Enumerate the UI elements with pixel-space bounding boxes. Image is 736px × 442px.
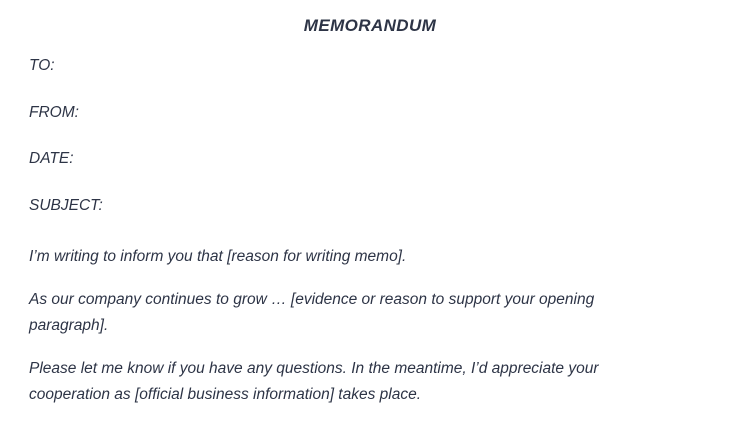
memo-header-fields	[0, 58, 736, 213]
memo-field-date: DATE:	[29, 150, 74, 167]
page-title: MEMORANDUM	[303, 16, 437, 35]
memo-field-subject: SUBJECT:	[29, 196, 103, 214]
memo-body	[0, 244, 736, 408]
memo-field-to: TO:	[29, 57, 55, 74]
memo-paragraph-1: I’m writing to inform you that [reason for writing memo].	[29, 248, 407, 265]
memo-paragraph-2: As our company continues to grow … [evidence or reason to support your opening paragraph].	[29, 291, 595, 334]
memo-paragraph-3: Please let me know if you have any questions. In the meantime, I’d appreciate your cooperation as [official business information] takes place.	[29, 360, 599, 403]
memo-field-from: FROM:	[29, 103, 79, 121]
